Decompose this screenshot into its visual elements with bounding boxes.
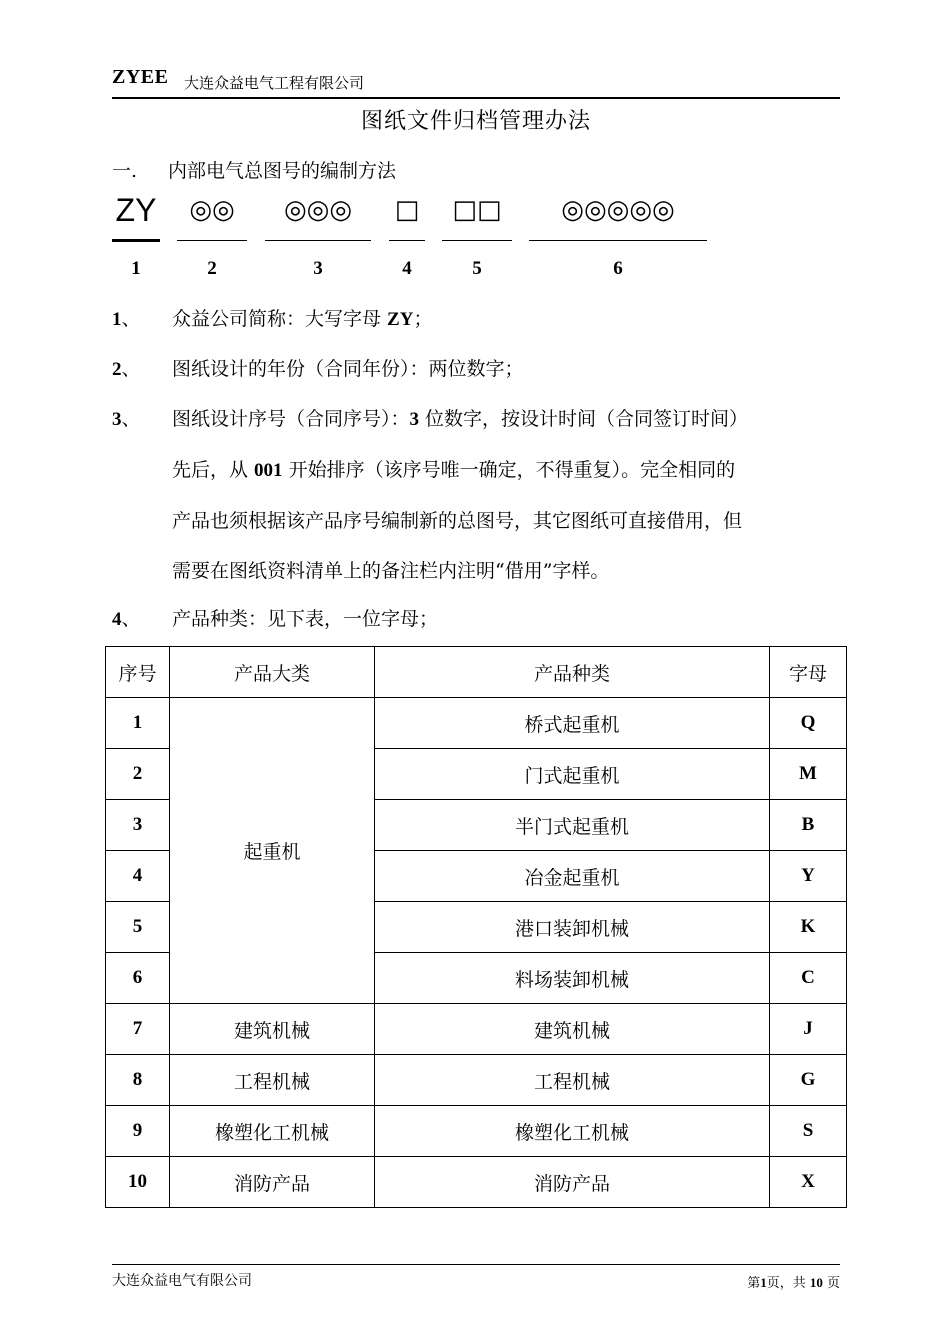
footer-company-name: 大连众益电气有限公司: [112, 1273, 252, 1289]
cell-seq: 7: [106, 1004, 170, 1055]
cell-seq: 4: [106, 851, 170, 902]
code-segment-index: 3: [313, 258, 323, 279]
table-row: [106, 1106, 847, 1157]
code-segment-underline: [529, 240, 707, 241]
drawing-number-pattern: [112, 190, 840, 280]
code-segment-index: 1: [131, 258, 141, 279]
cell-seq: 6: [106, 953, 170, 1004]
cell-seq: 5: [106, 902, 170, 953]
list-item-line: 图纸设计序号（合同序号）：3 位数字，按设计时间（合同签订时间）: [172, 408, 749, 430]
code-segment: [389, 190, 425, 279]
cell-kind: 消防产品: [375, 1157, 770, 1208]
cell-kind: 门式起重机: [375, 749, 770, 800]
code-segment-symbol: ◎◎: [189, 195, 235, 225]
cell-letter: Q: [770, 698, 847, 749]
cell-category: 橡塑化工机械: [170, 1106, 375, 1157]
cell-seq: 8: [106, 1055, 170, 1106]
cell-letter: Y: [770, 851, 847, 902]
footer-divider: [112, 1264, 840, 1265]
code-segment-symbol: □□: [452, 195, 502, 225]
section-number: 一.: [112, 160, 138, 182]
list-item-text: 图纸设计的年份（合同年份）：两位数字；: [172, 358, 524, 380]
cell-kind: 建筑机械: [375, 1004, 770, 1055]
column-header-category: 产品大类: [170, 647, 375, 698]
list-item-text: [172, 394, 840, 596]
cell-letter: K: [770, 902, 847, 953]
code-segment: [529, 190, 707, 279]
cell-kind: 桥式起重机: [375, 698, 770, 749]
cell-seq: 2: [106, 749, 170, 800]
cell-seq: 10: [106, 1157, 170, 1208]
table-row: [106, 1004, 847, 1055]
code-segment: [112, 190, 160, 279]
section-title-text: 内部电气总图号的编制方法: [168, 160, 397, 182]
code-segment-index: 6: [613, 258, 623, 279]
cell-kind: 工程机械: [375, 1055, 770, 1106]
cell-category-group: 起重机: [170, 698, 375, 1004]
list-item-number: 3、: [112, 408, 141, 430]
cell-kind: 冶金起重机: [375, 851, 770, 902]
product-code-table: [105, 646, 847, 1208]
list-item-line: 产品也须根据该产品序号编制新的总图号，其它图纸可直接借用，但: [172, 510, 743, 532]
code-segment-symbol: □: [394, 195, 420, 225]
code-segment-underline: [389, 240, 425, 241]
page-header: [112, 66, 840, 98]
header-divider: [112, 97, 840, 99]
table-row: [106, 1157, 847, 1208]
cell-letter: G: [770, 1055, 847, 1106]
cell-letter: J: [770, 1004, 847, 1055]
list-item-number: 1、: [112, 308, 141, 330]
cell-letter: S: [770, 1106, 847, 1157]
code-segment-underline: [265, 240, 371, 241]
cell-letter: X: [770, 1157, 847, 1208]
list-item-line: 需要在图纸资料清单上的备注栏内注明“借用”字样。: [172, 560, 610, 582]
cell-category: 消防产品: [170, 1157, 375, 1208]
page-indicator: 第1页，共 10 页: [747, 1275, 840, 1291]
column-header-letter: 字母: [770, 647, 847, 698]
code-segment-index: 5: [472, 258, 482, 279]
code-segment-symbol: ZY: [115, 192, 157, 228]
cell-seq: 3: [106, 800, 170, 851]
list-item-text: 众益公司简称：大写字母 ZY；: [172, 308, 433, 330]
code-segment-underline: [442, 240, 512, 241]
cell-kind: 料场装卸机械: [375, 953, 770, 1004]
cell-kind: 港口装卸机械: [375, 902, 770, 953]
code-segment-symbol: ◎◎◎: [283, 195, 353, 225]
cell-seq: 1: [106, 698, 170, 749]
code-segment: [265, 190, 371, 279]
code-segment-symbol: ◎◎◎◎◎: [561, 195, 675, 225]
cell-kind: 半门式起重机: [375, 800, 770, 851]
cell-letter: M: [770, 749, 847, 800]
code-segment-index: 4: [402, 258, 412, 279]
column-header-kind: 产品种类: [375, 647, 770, 698]
cell-kind: 橡塑化工机械: [375, 1106, 770, 1157]
cell-letter: B: [770, 800, 847, 851]
list-item-number: 2、: [112, 358, 141, 380]
cell-category: 建筑机械: [170, 1004, 375, 1055]
table-row: [106, 1055, 847, 1106]
header-company-name: 大连众益电气工程有限公司: [184, 74, 365, 92]
code-segment-underline: [177, 240, 247, 241]
cell-seq: 9: [106, 1106, 170, 1157]
brand-logo-text: ZYEE: [112, 66, 169, 88]
cell-category: 工程机械: [170, 1055, 375, 1106]
list-item-text: 产品种类：见下表，一位字母；: [172, 608, 439, 630]
list-item-line: 先后，从 001 开始排序（该序号唯一确定，不得重复）。完全相同的: [172, 459, 736, 481]
document-title: 图纸文件归档管理办法: [360, 109, 591, 134]
list-item-number: 4、: [112, 608, 141, 630]
column-header-seq: 序号: [106, 647, 170, 698]
code-segment: [442, 190, 512, 279]
cell-letter: C: [770, 953, 847, 1004]
code-segment-index: 2: [207, 258, 217, 279]
table-row: [106, 698, 847, 749]
code-segment-underline: [112, 239, 160, 242]
section-heading: [112, 156, 396, 183]
code-segment: [177, 190, 247, 279]
table-header-row: [106, 647, 847, 698]
